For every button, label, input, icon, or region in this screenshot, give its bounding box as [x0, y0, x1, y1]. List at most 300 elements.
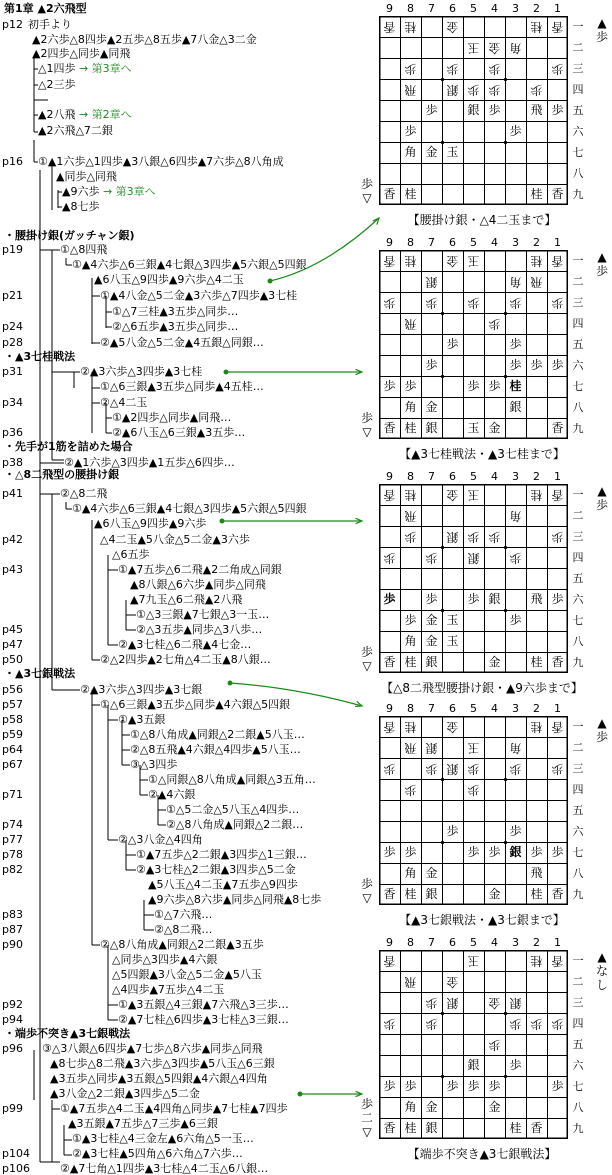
section-heading [4, 2, 87, 15]
gote-piece: 銀 [446, 530, 459, 544]
sente-piece: 歩 [383, 845, 396, 859]
sente-piece: 金 [488, 887, 501, 901]
rank-number: 七 [572, 146, 584, 159]
page-ref [2, 1162, 32, 1175]
move-line [112, 305, 238, 318]
line-text: ①△8八角成▲同銀△2二銀▲5八玉… [130, 728, 305, 741]
line-text: p41 [2, 487, 23, 500]
sente-piece: 金 [425, 634, 438, 648]
file-number: 2 [533, 702, 540, 715]
gote-piece: 銀 [446, 83, 459, 97]
rank-number: 六 [572, 825, 584, 838]
line-text: p82 [2, 863, 23, 876]
sente-piece: 歩 [383, 592, 396, 606]
move-line [130, 593, 242, 606]
page-ref [2, 1147, 32, 1160]
shogi-board [379, 950, 568, 1139]
chapter-ref-link[interactable]: → 第2章へ [75, 108, 132, 121]
sente-piece: 香 [551, 887, 564, 901]
line-text: p24 [2, 320, 23, 333]
rank-number: 九 [572, 422, 584, 435]
move-line [166, 803, 299, 816]
gote-piece: 銀 [425, 741, 438, 755]
line-text: p19 [2, 243, 23, 256]
line-text: ①▲3七桂△4三金左▲6六角△5一玉… [72, 1132, 254, 1145]
move-line [38, 108, 132, 121]
page-ref [2, 336, 32, 349]
file-number: 3 [512, 936, 519, 949]
sente-piece: 歩 [509, 124, 522, 138]
gote-piece: 歩 [383, 551, 396, 565]
line-text: p59 [2, 728, 23, 741]
gote-piece: 玉 [467, 954, 480, 968]
page-ref [2, 623, 32, 636]
line-text: △5四銀▲3八金△5二金▲5八玉 [112, 968, 262, 981]
line-text: p64 [2, 743, 23, 756]
gote-piece: 銀 [425, 275, 438, 289]
gote-hand: ▲歩 [595, 484, 608, 512]
line-text: p57 [2, 698, 23, 711]
line-text: ▲2四歩△同歩▲同飛 [32, 47, 131, 60]
gote-piece: 銀 [446, 996, 459, 1010]
rank-number: 四 [572, 83, 584, 96]
page-ref [2, 743, 32, 756]
sente-piece: 角 [404, 400, 417, 414]
move-line [68, 1117, 218, 1130]
gote-piece: 飛 [404, 317, 417, 331]
gote-piece: 歩 [509, 762, 522, 776]
file-number: 2 [533, 2, 540, 15]
page-ref [2, 1013, 32, 1026]
gote-piece: 歩 [404, 62, 417, 76]
line-text: ②▲7七桂△6四歩▲3七桂△3三銀… [118, 1013, 289, 1026]
file-number: 1 [554, 936, 561, 949]
move-line [42, 1042, 263, 1055]
gote-piece: 歩 [488, 62, 501, 76]
sente-piece: 香 [551, 187, 564, 201]
rank-number: 三 [572, 762, 584, 775]
move-line [38, 124, 113, 137]
gote-piece: 飛 [530, 275, 543, 289]
shogi-board [379, 484, 568, 673]
page-ref [2, 863, 32, 876]
file-number: 1 [554, 470, 561, 483]
gote-piece: 歩 [383, 762, 396, 776]
gote-piece: 金 [446, 975, 459, 989]
line-text: △4四歩▲7五歩△4二玉 [112, 983, 225, 996]
gote-piece: 香 [551, 254, 564, 268]
move-line [56, 170, 117, 183]
page-ref [2, 533, 32, 546]
sente-piece: 香 [530, 1121, 543, 1135]
gote-piece: 香 [383, 720, 396, 734]
sente-piece: 歩 [446, 337, 459, 351]
move-line [100, 380, 264, 393]
line-text: p67 [2, 758, 23, 771]
page-ref [2, 788, 32, 801]
gote-piece: 歩 [404, 783, 417, 797]
file-number: 7 [428, 702, 435, 715]
gote-piece: 桂 [404, 488, 417, 502]
gote-piece: 歩 [551, 530, 564, 544]
file-number: 2 [533, 470, 540, 483]
sente-piece: 銀 [425, 655, 438, 669]
sente-piece: 銀 [509, 400, 522, 414]
sente-piece: 歩 [383, 379, 396, 393]
sente-piece: 銀 [488, 592, 501, 606]
line-text: p83 [2, 908, 23, 921]
move-line [38, 62, 132, 75]
line-text: ・▲3七銀戦法 [4, 667, 76, 680]
line-text: p77 [2, 833, 23, 846]
line-text: ①△5二金△5八玉△4四歩… [166, 803, 300, 816]
line-text: ②▲3六歩△3四歩▲3七銀 [80, 683, 203, 696]
sente-piece: 歩 [509, 824, 522, 838]
sente-piece: 角 [404, 1100, 417, 1114]
move-line [148, 773, 316, 786]
gote-piece: 歩 [467, 762, 480, 776]
board-caption: 【腰掛け銀・△4二玉まで】 [407, 213, 557, 227]
page-ref [2, 243, 32, 256]
move-line [32, 47, 130, 60]
rank-number: 九 [572, 656, 584, 669]
rank-number: 六 [572, 359, 584, 372]
line-text: ②▲1六歩△3四歩▲1五歩△6四歩… [64, 456, 235, 469]
page-ref [2, 998, 32, 1011]
sente-piece: 歩 [530, 845, 543, 859]
file-number: 7 [428, 470, 435, 483]
line-text: p96 [2, 1042, 23, 1055]
section-heading [4, 229, 135, 242]
sente-piece: 金 [488, 421, 501, 435]
move-line [118, 998, 289, 1011]
sente-piece: 香 [551, 421, 564, 435]
sente-piece: 歩 [404, 379, 417, 393]
line-text: ▲2六飛△7二銀 [38, 124, 113, 137]
page-ref [2, 638, 32, 651]
gote-piece: 香 [551, 720, 564, 734]
line-text: ▲9六歩△8六歩▲同歩△同飛▲8七歩 [148, 893, 322, 906]
shogi-board [379, 716, 568, 905]
sente-hand: 歩二▽ [360, 1097, 373, 1139]
rank-number: 四 [572, 783, 584, 796]
sente-piece: 歩 [509, 358, 522, 372]
gote-piece: 歩 [425, 996, 438, 1010]
line-text: p42 [2, 533, 23, 546]
chapter-ref-link[interactable]: → 第3章へ [99, 185, 156, 198]
file-number: 8 [407, 236, 414, 249]
rank-number: 二 [572, 41, 584, 54]
gote-piece: 銀 [509, 996, 522, 1010]
move-line [72, 258, 307, 271]
file-number: 5 [470, 702, 477, 715]
sente-piece: 桂 [404, 655, 417, 669]
line-text: △6五歩 [112, 548, 150, 561]
line-text: p21 [2, 289, 23, 302]
rank-number: 四 [572, 317, 584, 330]
sente-piece: 歩 [551, 1079, 564, 1093]
sente-piece: 歩 [488, 379, 501, 393]
line-text: ①▲7五歩△4二玉▲4四角△同歩▲7七桂▲7四歩 [60, 1102, 288, 1115]
rank-number: 一 [572, 20, 584, 33]
page-ref [2, 396, 32, 409]
sente-piece: 銀 [425, 887, 438, 901]
line-text: ②△6五歩▲3五歩△同歩… [112, 320, 239, 333]
sente-piece: 香 [383, 187, 396, 201]
board-caption: 【▲3七銀戦法・▲3七銀まで】 [399, 913, 565, 927]
gote-piece: 香 [383, 954, 396, 968]
file-number: 8 [407, 2, 414, 15]
line-text: ②△8五飛▲4六銀△4四歩▲5八玉… [130, 743, 301, 756]
line-text: ・端歩不突き▲3七銀戦法 [4, 1027, 131, 1040]
rank-number: 八 [572, 1101, 584, 1114]
line-text: p31 [2, 365, 23, 378]
sente-piece: 歩 [509, 613, 522, 627]
board-caption: 【▲3七桂戦法・▲3七桂まで】 [399, 447, 565, 461]
sente-piece: 角 [404, 866, 417, 880]
move-line [112, 968, 262, 981]
move-line [100, 698, 290, 711]
rank-number: 六 [572, 1059, 584, 1072]
sente-piece: 飛 [530, 592, 543, 606]
move-line [80, 683, 202, 696]
line-text: ▲3八金△2二銀▲3四歩△5二金 [50, 1087, 200, 1100]
sente-piece: 桂 [509, 379, 522, 393]
line-text: ③△3四歩 [130, 758, 178, 771]
gote-piece: 歩 [404, 530, 417, 544]
line-text: ②▲3六歩△3四歩▲3七桂 [80, 365, 203, 378]
line-text: ①△6三銀▲3五歩△同歩▲4五桂… [100, 380, 264, 393]
sente-piece: 桂 [530, 187, 543, 201]
gote-piece: 歩 [551, 296, 564, 310]
line-text: ①▲4六歩△6三銀▲4七銀△3四歩▲5六銀△5四銀 [72, 502, 307, 515]
gote-piece: 歩 [488, 530, 501, 544]
rank-number: 二 [572, 975, 584, 988]
section-heading [4, 667, 75, 680]
gote-piece: 香 [551, 488, 564, 502]
page-ref [2, 1042, 32, 1055]
gote-hand: ▲歩 [595, 250, 608, 278]
line-text: ②△8二飛… [154, 923, 213, 936]
rank-number: 一 [572, 720, 584, 733]
file-number: 5 [470, 936, 477, 949]
file-number: 6 [449, 2, 456, 15]
line-text: ①▲7五歩△2二銀▲3四歩△1三銀… [136, 848, 307, 861]
file-number: 4 [491, 2, 498, 15]
gote-piece: 歩 [488, 83, 501, 97]
rank-number: 八 [572, 635, 584, 648]
line-text: ①▲4八金△5二金▲3六歩△7四歩▲3七桂 [100, 289, 298, 302]
sente-piece: 玉 [467, 421, 480, 435]
line-text: p36 [2, 426, 23, 439]
page-ref [2, 365, 32, 378]
rank-number: 一 [572, 488, 584, 501]
gote-piece: 桂 [530, 954, 543, 968]
gote-hand: ▲歩 [595, 716, 608, 744]
file-number: 1 [554, 236, 561, 249]
line-text: p99 [2, 1102, 23, 1115]
move-line [154, 923, 212, 936]
move-line [148, 893, 321, 906]
gote-piece: 金 [446, 254, 459, 268]
page-ref [2, 683, 32, 696]
page-ref [2, 848, 32, 861]
gote-piece: 玉 [467, 254, 480, 268]
sente-piece: 銀 [509, 845, 522, 859]
gote-piece: 歩 [425, 296, 438, 310]
gote-piece: 桂 [530, 20, 543, 34]
line-text: ▲5八玉△4二玉▲7五歩△9四歩 [148, 878, 298, 891]
line-text: ②△3五歩▲同歩△3八歩… [136, 623, 263, 636]
gote-piece: 玉 [467, 488, 480, 502]
rank-number: 六 [572, 125, 584, 138]
page-ref [2, 758, 32, 771]
line-text: ▲3五歩△同歩▲3五銀△5四銀▲4六銀△4四角 [50, 1072, 268, 1085]
line-text: ①▲3五銀 [118, 713, 166, 726]
line-text: ①△3三銀▲7七銀△3一玉… [136, 608, 270, 621]
move-line [28, 18, 72, 31]
rank-number: 三 [572, 296, 584, 309]
gote-piece: 歩 [467, 530, 480, 544]
gote-piece: 歩 [509, 1017, 522, 1031]
file-number: 4 [491, 702, 498, 715]
move-line [38, 155, 284, 168]
line-text: ▲6八玉△9四歩▲9六歩△4二玉 [94, 273, 244, 286]
line-text: 第1章 ▲2六飛型 [4, 2, 87, 15]
line-text: ▲2八飛 [38, 108, 76, 121]
shogi-board [379, 16, 568, 205]
line-text: p92 [2, 998, 23, 1011]
gote-piece: 香 [383, 488, 396, 502]
line-text: p45 [2, 623, 23, 636]
line-text: p38 [2, 456, 23, 469]
sente-hand: 歩▽ [360, 411, 373, 439]
sente-piece: 歩 [530, 358, 543, 372]
sente-piece: 角 [404, 634, 417, 648]
move-line [154, 908, 212, 921]
move-line [112, 548, 149, 561]
gote-piece: 角 [509, 741, 522, 755]
page-ref [2, 728, 32, 741]
line-text: ▲同歩△同飛 [56, 170, 117, 183]
sente-piece: 桂 [404, 1121, 417, 1135]
line-text: p47 [2, 638, 23, 651]
line-text: ①△6三銀▲3五歩△同歩▲4六銀△5四銀 [100, 698, 291, 711]
rank-number: 九 [572, 188, 584, 201]
move-line [32, 33, 257, 46]
move-line [50, 1057, 275, 1070]
rank-number: 二 [572, 509, 584, 522]
section-heading [4, 468, 119, 481]
gote-piece: 飛 [404, 83, 417, 97]
page-ref [2, 155, 32, 168]
sente-piece: 香 [383, 655, 396, 669]
gote-piece: 玉 [467, 41, 480, 55]
gote-piece: 桂 [530, 254, 543, 268]
line-text: p71 [2, 788, 23, 801]
gote-piece: 金 [446, 488, 459, 502]
move-line [72, 502, 307, 515]
gote-piece: 歩 [509, 551, 522, 565]
line-text: ②△4二玉 [100, 396, 148, 409]
sente-piece: 金 [488, 1100, 501, 1114]
line-text: ①▲4六歩△6三銀▲4七銀△3四歩▲5六銀△5四銀 [72, 258, 307, 271]
move-line [148, 878, 298, 891]
rank-number: 一 [572, 254, 584, 267]
file-number: 7 [428, 236, 435, 249]
move-line [62, 185, 156, 198]
page-ref [2, 1102, 32, 1115]
gote-piece: 桂 [404, 720, 417, 734]
chapter-ref-link[interactable]: → 第3章へ [75, 62, 132, 75]
file-number: 4 [491, 236, 498, 249]
rank-number: 九 [572, 888, 584, 901]
rank-number: 七 [572, 846, 584, 859]
file-number: 4 [491, 936, 498, 949]
line-text: ①△7六飛… [154, 908, 213, 921]
file-number: 5 [470, 470, 477, 483]
gote-piece: 歩 [467, 296, 480, 310]
page-ref [2, 563, 32, 576]
rank-number: 五 [572, 1038, 584, 1051]
sente-piece: 金 [425, 1100, 438, 1114]
gote-piece: 香 [383, 254, 396, 268]
line-text: p94 [2, 1013, 23, 1026]
gote-piece: 角 [509, 509, 522, 523]
line-text: ①▲7五歩△6二飛▲2二角成△同銀 [118, 563, 282, 576]
file-number: 9 [386, 702, 393, 715]
sente-piece: 歩 [467, 592, 480, 606]
line-text: ②△2四歩▲2七角△4二玉▲8八銀… [100, 653, 271, 666]
sente-piece: 歩 [509, 337, 522, 351]
move-line [60, 243, 107, 256]
gote-piece: 歩 [551, 1017, 564, 1031]
sente-piece: 飛 [530, 103, 543, 117]
sente-piece: 銀 [425, 1121, 438, 1135]
move-line [72, 1147, 243, 1160]
move-line [166, 818, 303, 831]
file-number: 2 [533, 936, 540, 949]
line-text: p16 [2, 155, 23, 168]
gote-piece: 歩 [509, 296, 522, 310]
sente-piece: 歩 [467, 379, 480, 393]
sente-piece: 玉 [446, 634, 459, 648]
move-line [118, 563, 282, 576]
gote-piece: 桂 [404, 20, 417, 34]
gote-piece: 歩 [530, 83, 543, 97]
line-text: p34 [2, 396, 23, 409]
sente-piece: 歩 [446, 1079, 459, 1093]
line-text: ②▲7七角△1四歩▲3七桂△4二玉△6八銀… [60, 1162, 269, 1175]
page-ref [2, 833, 32, 846]
file-number: 2 [533, 236, 540, 249]
gote-piece: 歩 [551, 762, 564, 776]
sente-piece: 金 [488, 655, 501, 669]
sente-piece: 歩 [551, 592, 564, 606]
move-line [94, 273, 244, 286]
file-number: 3 [512, 236, 519, 249]
file-number: 6 [449, 470, 456, 483]
sente-piece: 歩 [425, 592, 438, 606]
file-number: 9 [386, 936, 393, 949]
file-number: 6 [449, 236, 456, 249]
move-line [60, 1162, 268, 1175]
gote-piece: 玉 [467, 741, 480, 755]
rank-number: 八 [572, 167, 584, 180]
line-text: p56 [2, 683, 23, 696]
sente-piece: 桂 [404, 887, 417, 901]
move-line [50, 1087, 200, 1100]
